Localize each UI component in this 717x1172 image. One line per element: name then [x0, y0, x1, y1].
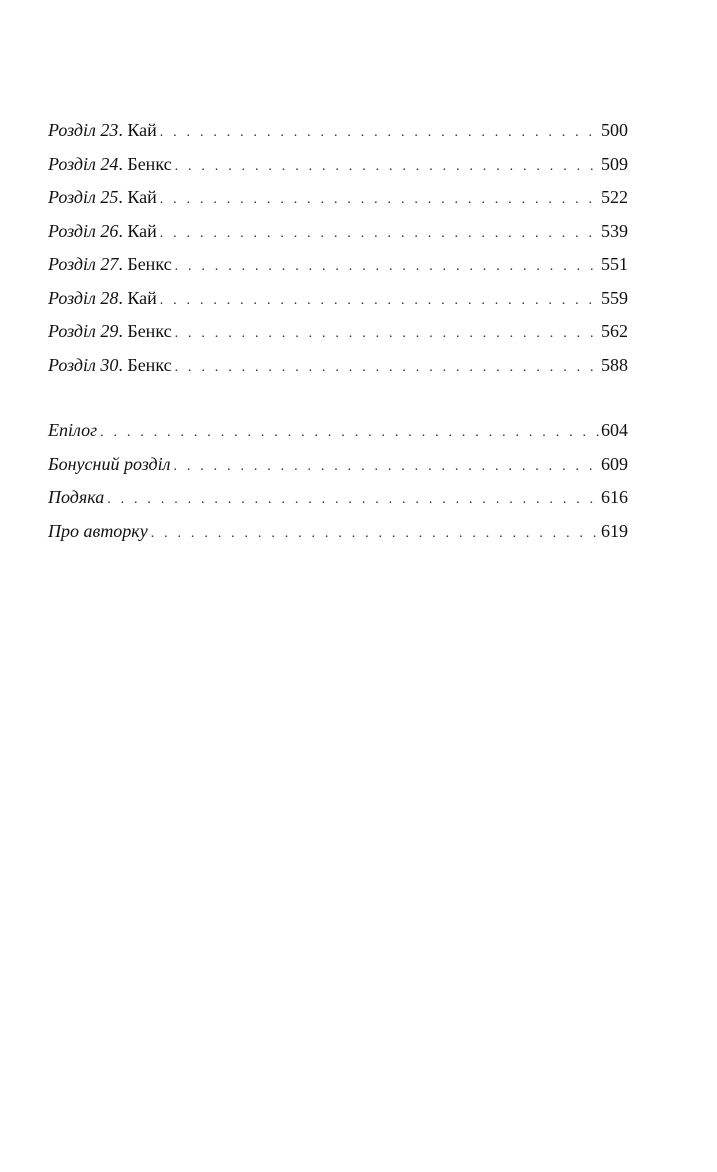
- chapter-number: Розділ 24: [48, 153, 119, 174]
- toc-entry-chapter-23[interactable]: [48, 114, 628, 148]
- toc-entry-label: [48, 414, 97, 448]
- dot-leader: [151, 517, 600, 551]
- page-number: 616: [601, 487, 628, 507]
- page-number: 604: [601, 420, 628, 440]
- toc-entry-bonus-chapter[interactable]: [48, 448, 628, 482]
- chapter-number: Розділ 28: [48, 287, 119, 308]
- toc-entry-label: Розділ 26. Кай: [48, 220, 157, 241]
- page-number: 522: [601, 187, 628, 207]
- toc-entry-label: Розділ 24. Бенкс: [48, 153, 172, 174]
- toc-entry-chapter-29[interactable]: [48, 315, 628, 349]
- chapter-narrator: Бенкс: [127, 321, 172, 341]
- toc-entry-label: Розділ 25. Кай: [48, 187, 157, 207]
- page-number: 619: [601, 520, 628, 541]
- dot-leader: [175, 351, 600, 385]
- toc-entry-chapter-26[interactable]: [48, 215, 628, 249]
- page-number: 559: [601, 287, 628, 308]
- toc-entry-chapter-28[interactable]: [48, 282, 628, 316]
- chapter-narrator: Кай: [127, 287, 157, 308]
- toc-entry-chapter-27[interactable]: [48, 248, 628, 282]
- chapter-narrator: Бенкс: [127, 153, 172, 174]
- section-title: Подяка: [48, 487, 105, 507]
- toc-entry-acknowledgements[interactable]: [48, 481, 628, 515]
- page-number: 609: [601, 453, 628, 474]
- toc-entry-chapter-25[interactable]: [48, 181, 628, 215]
- chapter-number: Розділ 25: [48, 187, 119, 207]
- chapter-number: Розділ 27: [48, 254, 119, 274]
- toc-entry-label: Розділ 27. Бенкс: [48, 254, 172, 274]
- page-number: 539: [601, 220, 628, 241]
- dot-leader: [175, 150, 600, 184]
- chapter-number: Розділ 23: [48, 120, 119, 140]
- page-number: 588: [601, 354, 628, 375]
- dot-leader: [160, 217, 600, 251]
- dot-leader: [100, 416, 600, 450]
- dot-leader: [175, 250, 600, 284]
- page-number: 562: [601, 321, 628, 341]
- toc-entry-label: Розділ 30. Бенкс: [48, 354, 172, 375]
- chapter-narrator: Кай: [127, 120, 157, 140]
- chapter-number: Розділ 30: [48, 354, 119, 375]
- toc-entry-label: [48, 515, 148, 549]
- section-title: Бонусний розділ: [48, 453, 171, 474]
- chapter-narrator: Бенкс: [127, 254, 172, 274]
- toc-entry-chapter-30[interactable]: [48, 349, 628, 383]
- section-title: Епілог: [48, 420, 98, 440]
- chapter-narrator: Бенкс: [127, 354, 172, 375]
- chapter-number: Розділ 29: [48, 321, 119, 341]
- toc-entry-label: Розділ 28. Кай: [48, 287, 157, 308]
- chapter-list: [48, 114, 628, 382]
- chapter-narrator: Кай: [127, 187, 157, 207]
- toc-entry-label: Розділ 23. Кай: [48, 120, 157, 140]
- page-number: 551: [601, 254, 628, 274]
- page-number: 509: [601, 153, 628, 174]
- toc-entry-label: [48, 448, 170, 482]
- table-of-contents: [48, 114, 628, 548]
- toc-entry-label: [48, 481, 104, 515]
- dot-leader: [160, 284, 600, 318]
- dot-leader: [160, 116, 600, 150]
- dot-leader: [160, 183, 600, 217]
- dot-leader: [175, 317, 600, 351]
- toc-entry-epilogue[interactable]: [48, 414, 628, 448]
- dot-leader: [173, 450, 600, 484]
- dot-leader: [107, 483, 600, 517]
- chapter-narrator: Кай: [127, 220, 157, 241]
- back-matter-list: [48, 414, 628, 548]
- toc-entry-about-author[interactable]: [48, 515, 628, 549]
- page-number: 500: [601, 120, 628, 140]
- toc-entry-chapter-24[interactable]: [48, 148, 628, 182]
- toc-entry-label: Розділ 29. Бенкс: [48, 321, 172, 341]
- chapter-number: Розділ 26: [48, 220, 119, 241]
- section-title: Про авторку: [48, 520, 148, 541]
